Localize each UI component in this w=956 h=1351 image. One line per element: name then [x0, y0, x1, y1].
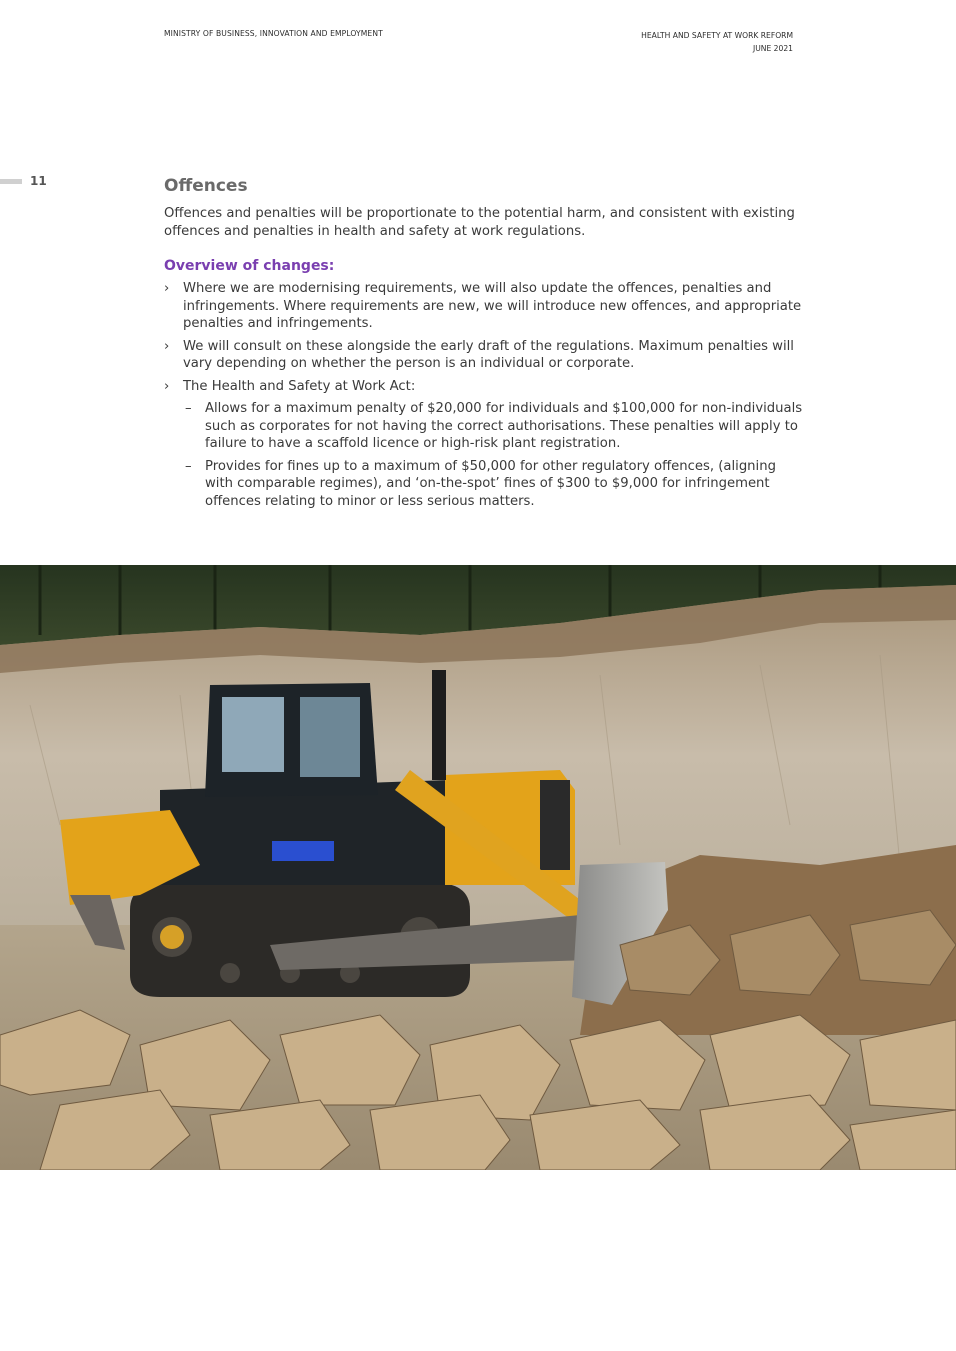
- section-title: Offences: [164, 176, 248, 196]
- list-item-text: We will consult on these alongside the early draft of the regulations. Maximum penalties will vary depending on whether the person is an individual or corporate.: [183, 338, 794, 371]
- list-item: [164, 338, 804, 373]
- header-doc-info: [641, 29, 793, 55]
- overview-heading: Overview of changes:: [164, 258, 335, 274]
- overview-list: [164, 280, 804, 510]
- list-item: [164, 280, 804, 333]
- sub-list-item: [183, 458, 804, 511]
- page-number: 11: [30, 174, 47, 188]
- chevron-right-icon: ›: [164, 338, 170, 354]
- list-item: [164, 378, 804, 511]
- sub-list-item: [183, 400, 804, 453]
- list-item-text: Where we are modernising requirements, we will also update the offences, penalties and infringements. Where requirements are new, we will introduce new offences, and appropriate penalties and infringements.: [183, 281, 802, 331]
- sub-list: [183, 400, 804, 510]
- chevron-right-icon: ›: [164, 281, 170, 296]
- header-doc-title: HEALTH AND SAFETY AT WORK REFORM: [641, 31, 793, 40]
- dash-icon: –: [185, 401, 192, 416]
- offences-section: [164, 176, 804, 515]
- header-date: JUNE 2021: [752, 44, 793, 53]
- sub-list-item-text: Allows for a maximum penalty of $20,000 for individuals and $100,000 for non-individuals such as corporates for not having the correct authorisations. These penalties will apply to failure to have a scaffold licence or high-risk plant registration.: [205, 401, 803, 451]
- bulldozer-photo: [0, 565, 956, 1170]
- page-number-tab: [0, 179, 22, 184]
- dash-icon: –: [185, 458, 192, 474]
- bulldozer-illustration: [0, 565, 956, 1170]
- section-intro: Offences and penalties will be proportionate to the potential harm, and consistent with existing offences and penalties in health and safety at work regulations.: [164, 206, 795, 239]
- header-organisation: MINISTRY OF BUSINESS, INNOVATION AND EMPLOYMENT: [164, 29, 383, 38]
- sub-list-item-text: Provides for fines up to a maximum of $50,000 for other regulatory offences, (aligning with comparable regimes), and ‘on-the-spot’ fines of $300 to $9,000 for infringement offences relating to minor or less serious matters.: [205, 458, 776, 509]
- list-item-text: The Health and Safety at Work Act:: [183, 378, 416, 394]
- chevron-right-icon: ›: [164, 378, 170, 394]
